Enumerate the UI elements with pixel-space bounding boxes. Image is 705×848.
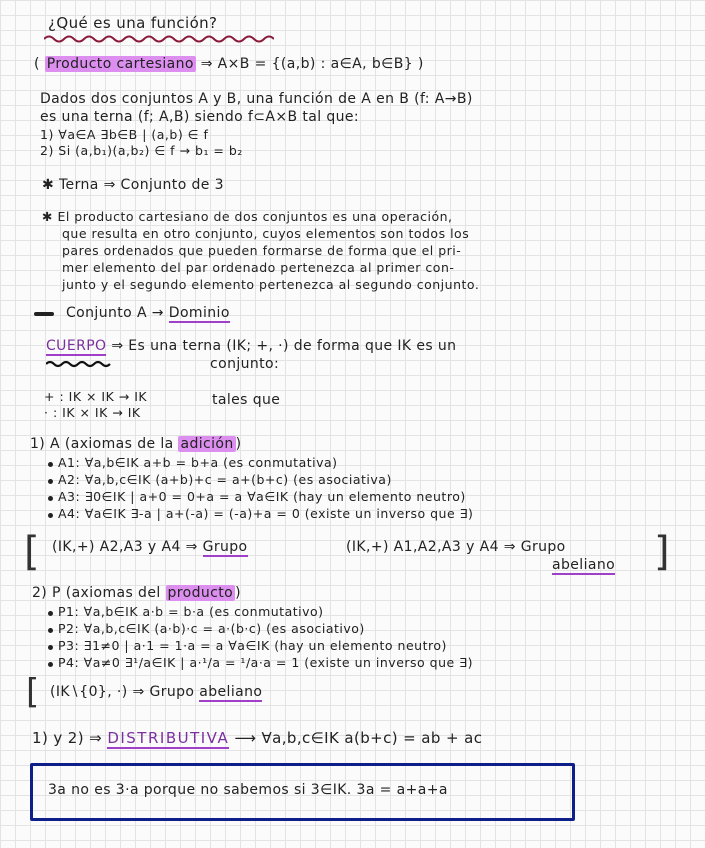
cuerpo-underline-wave [46,360,114,368]
distributiva-pre: 1) y 2) ⇒ [32,729,103,747]
producto-highlight: producto [167,585,234,601]
producto-heading [32,584,241,602]
bullet-dot [48,662,53,667]
adicion-heading [30,435,242,453]
title-text: ¿Qué es una función? [48,14,218,32]
left-bracket: [ [24,529,40,575]
bullet-dot [48,628,53,633]
conjunto-prefix: Conjunto A → [66,305,164,321]
bullet-dot [48,479,53,484]
dominio-word: Dominio [168,305,230,321]
abeliano-word: abeliano [552,557,616,573]
cartesiano-note-5: junto y el segundo elemento pertenezca al segundo conjunto. [62,277,480,292]
terna-note: ✱ Terna ⇒ Conjunto de 3 [42,177,224,193]
dados-line-3: 1) ∀a∈A ∃b∈B | (a,b) ∈ f [40,127,209,142]
distributiva-post: ⟶ ∀a,b,c∈IK a(b+c) = ab + ac [234,729,483,747]
producto-cartesiano-highlight: Producto cartesiano [46,56,194,72]
cuerpo-line-2: conjunto: [210,356,280,372]
distributiva-line [32,729,482,747]
cuerpo-line-1 [46,337,456,355]
conjunto-dominio-line [66,304,230,322]
grupo-abeliano-prefix: (IK∖{0}, ·) ⇒ Grupo [50,684,195,700]
axioma-a3: A3: ∃0∈IK | a+0 = 0+a = a ∀a∈IK (hay un elemento neutro) [58,489,466,504]
tales-que: tales que [212,392,281,408]
boxed-note: 3a no es 3·a porque no sabemos si 3∈IK. 3a = a+a+a [48,782,448,798]
cartesiano-note-3: pares ordenados que pueden formarse de forma que el pri- [62,243,462,258]
cartesiano-note-2: que resulta en otro conjunto, cuyos elementos son todos los [62,226,470,241]
adicion-highlight: adición [180,436,234,452]
axioma-a2: A2: ∀a,b,c∈IK (a+b)+c = a+(b+c) (es asociativa) [58,472,392,487]
axioma-p2: P2: ∀a,b,c∈IK (a·b)·c = a·(b·c) (es asociativo) [58,621,365,636]
grupo-abeliano-word: abeliano [199,684,263,700]
axioma-p1: P1: ∀a,b∈IK a·b = b·a (es conmutativo) [58,604,324,619]
cuerpo-label: CUERPO [46,338,107,354]
right-bracket: ] [654,529,670,575]
grupo-prefix: (IK,+) A2,A3 y A4 ⇒ [52,539,198,555]
axioma-a4: A4: ∀a∈IK ∃-a | a+(-a) = (-a)+a = 0 (existe un inverso que ∃) [58,506,474,521]
grupo-word: Grupo [202,539,248,555]
title-underline-wave [44,34,274,44]
producto-cartesiano-line [34,55,424,73]
bullet-dot [48,611,53,616]
cartesiano-note-1: ✱ El producto cartesiano de dos conjuntos es una operación, [42,209,453,224]
grupo-line [52,538,248,556]
dados-line-4: 2) Si (a,b₁)(a,b₂) ∈ f → b₁ = b₂ [40,143,243,158]
producto-head-pre: 2) P (axiomas del [32,585,161,601]
grupo-abeliano-producto-line [50,683,262,701]
axioma-p4: P4: ∀a≠0 ∃¹/a∈IK | a·¹/a = ¹/a·a = 1 (existe un inverso que ∃) [58,655,473,670]
bullet-dot [48,513,53,518]
adicion-head-post: ) [235,436,242,452]
abeliano-word-line [552,556,615,574]
dados-line-1: Dados dos conjuntos A y B, una función de A en B (f: A→B) [40,91,473,107]
grupo-abeliano-line: (IK,+) A1,A2,A3 y A4 ⇒ Grupo [346,539,566,555]
axioma-p3: P3: ∃1≠0 | a·1 = 1·a = a ∀a∈IK (hay un elemento neutro) [58,638,447,653]
producto-def: ⇒ A×B = {(a,b) : a∈A, b∈B} ) [200,56,424,72]
cuerpo-def: ⇒ Es una terna (IK; +, ·) de forma que IK es un [111,338,457,354]
producto-head-post: ) [235,585,242,601]
op-producto: · : IK × IK → IK [44,405,141,420]
paren: ( [34,56,40,72]
axioma-a1: A1: ∀a,b∈IK a+b = b+a (es conmutativa) [58,455,338,470]
bullet-dot [48,645,53,650]
bullet-dot [48,462,53,467]
op-suma: + : IK × IK → IK [44,389,148,404]
left-bracket-2: [ [26,672,40,712]
cartesiano-note-4: mer elemento del par ordenado pertenezca al primer con- [62,260,455,275]
dash-bullet [34,312,54,316]
page-title [48,14,217,32]
adicion-head-pre: 1) A (axiomas de la [30,436,174,452]
bullet-dot [48,496,53,501]
distributiva-word: DISTRIBUTIVA [107,729,230,747]
dados-line-2: es una terna (f; A,B) siendo f⊂A×B tal que: [40,109,360,125]
